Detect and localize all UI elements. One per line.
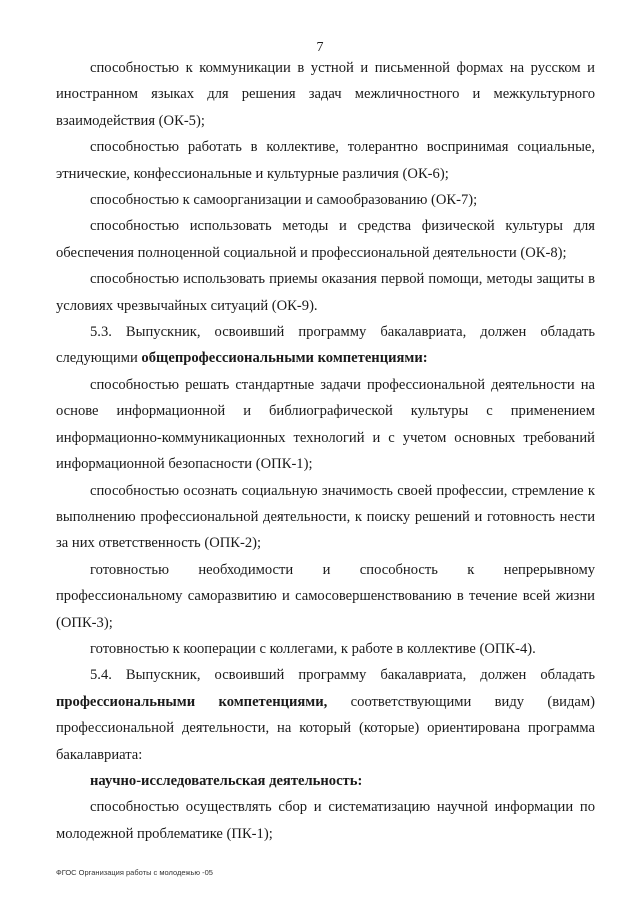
paragraph-ok9: способностью использовать приемы оказания первой помощи, методы защиты в условиях чрезвычайных ситуаций (ОК-9). [56, 271, 595, 314]
subsection-title: научно-исследовательская деятельность: [90, 772, 363, 789]
paragraph-opk1: способностью решать стандартные задачи профессиональной деятельности на основе информационной и библиографической культуры с применением информационно-коммуникационных технологий и с учетом основных требований информационной безопасности (ОПК-1); [56, 376, 595, 473]
section-5-3-bold: общепрофессиональными компетенциями: [141, 350, 428, 367]
section-5-3-lead: 5.3. Выпускник, освоивший программу бакалавриата, должен обладать следующими [56, 324, 595, 367]
document-body [56, 55, 595, 847]
paragraph-ok6: способностью работать в коллективе, толерантно воспринимая социальные, этнические, конфессиональные и культурные различия (ОК-6); [56, 139, 595, 182]
paragraph-opk2: способностью осознать социальную значимость своей профессии, стремление к выполнению профессиональной деятельности, к поиску решений и готовность нести за них ответственность (ОПК-2); [56, 482, 595, 552]
paragraph-pk1: способностью осуществлять сбор и систематизацию научной информации по молодежной проблематике (ПК-1); [56, 799, 595, 842]
paragraph-ok8: способностью использовать методы и средства физической культуры для обеспечения полноценной социальной и профессиональной деятельности (ОК-8); [56, 218, 595, 261]
section-5-4-tail: соответствующими виду (видам) профессиональной деятельности, на который (которые) ориентирована программа бакалавриата: [56, 693, 595, 763]
section-5-4-lead: 5.4. Выпускник, освоивший программу бакалавриата, должен обладать [90, 667, 595, 684]
paragraph-opk3: готовностью необходимости и способность к непрерывному профессиональному саморазвитию и самосовершенствованию в течение всей жизни (ОПК-3); [56, 561, 595, 631]
section-5-3 [56, 319, 595, 372]
paragraph-ok5: способностью к коммуникации в устной и письменной формах на русском и иностранном языках для решения задач межличностного и межкультурного взаимодействия (ОК-5); [56, 60, 595, 129]
paragraph-opk4: готовностью к кооперации с коллегами, к работе в коллективе (ОПК-4). [90, 640, 536, 657]
section-5-4 [56, 662, 595, 768]
page-number: 7 [316, 40, 324, 55]
section-5-4-bold: профессиональными компетенциями, [56, 693, 328, 710]
paragraph-ok7: способностью к самоорганизации и самообразованию (ОК-7); [90, 192, 478, 209]
footer-note: ФГОС Организация работы с молодежью -05 [56, 868, 213, 877]
